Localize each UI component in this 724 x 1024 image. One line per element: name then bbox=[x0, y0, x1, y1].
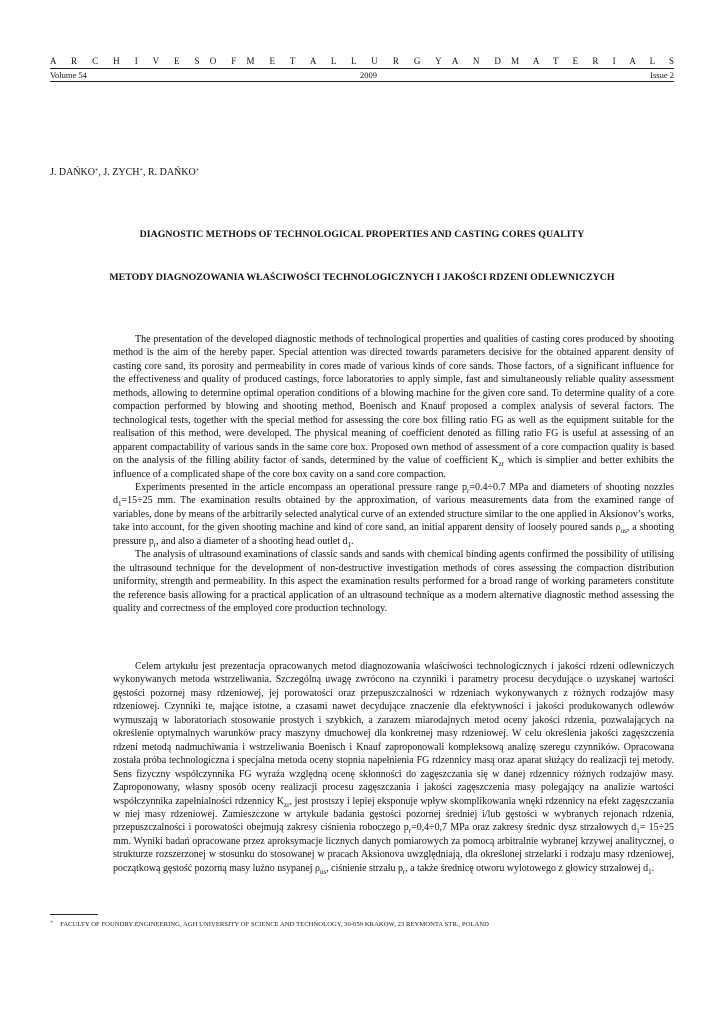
journal-word: M A T E R I A L S bbox=[511, 56, 680, 66]
footnote-rule bbox=[50, 914, 98, 915]
journal-word: M E T A L L U R G Y bbox=[246, 56, 449, 66]
abstract-polish bbox=[113, 660, 674, 875]
affiliation-marker: ∗ bbox=[95, 168, 99, 173]
title-polish: METODY DIAGNOZOWANIA WŁAŚCIWOŚCI TECHNOLOGICZNYCH I JAKOŚCI RDZENI ODLEWNICZYCH bbox=[109, 272, 615, 283]
issue-info bbox=[50, 70, 674, 80]
affiliation-marker: ∗ bbox=[139, 168, 143, 173]
author-name: J. ZYCH bbox=[103, 167, 140, 178]
journal-word: A R C H I V E S bbox=[50, 56, 206, 66]
abstract-paragraph: Experiments presented in the article encompass an operational pressure range $p_r=0.4\div 0.7$ MPa and diameters of shooting nozzles $d_1=15\div 25$ mm. The examination results obtained by the approximation, of various measurements data from the examined range of variables, done by means of the arbitrarily selected analytical curve of an extended structure similar to the one applied in Aksionov’s works, take into account, for the given shooting machine and kind of core sand, an initial apparent density of loosely poured sands $\rho_{us}$, a shooting pressure $p_r$, and also a diameter of a shooting head outlet $d_1$. bbox=[113, 481, 675, 549]
year-label: 2009 bbox=[360, 70, 378, 80]
footnote-marker: ∗ bbox=[50, 919, 54, 924]
affiliation-footnote bbox=[50, 919, 489, 928]
volume-label: Volume 54 bbox=[50, 70, 87, 80]
footnote-text: FACULTY OF FOUNDRY ENGINEERING, AGH UNIVERSITY OF SCIENCE AND TECHNOLOGY, 30-059 KRAKOW, 23 REYMONTA STR., POLAND bbox=[60, 921, 489, 928]
header-rule-top bbox=[50, 68, 674, 69]
abstract-paragraph: The presentation of the developed diagnostic methods of technological properties and qualities of casting cores produced by shooting method is the aim of the hereby paper. Special attention was directed towards parameters decisive for the obtained apparent density of casting core sand, its porosity and permeability in cores made of various kinds of core sands. Those factors, of a significant influence for the effectiveness and quality of produced castings, force laboratories to apply simple, fast and simultaneously reliable quality assessment methods, allowing to determine optimal operation conditions of a blowing machine for the given core sand. To determine quality of a core compaction performed by blowing and shooting method, Boenisch and Knauf proposed a complex analysis of several factors. The technological tests, together with the special method for assessing the core box filling ratio FG as well as the equipment suitable for the realisation of this method, were developed. The physical meaning of coefficient denoted as filling ratio FG is useful at assessing of an apparent compactability of various sands in the same core box. Proposed own method of assessment of a core compaction quality is based on the analysis of the filling ability factor of sands, determined by the value of coefficient $K_{zr}$ which is simplier and better exhibits the influence of a complicated shape of the core box cavity on a sand core compaction. bbox=[113, 334, 674, 480]
abstract-paragraph: The analysis of ultrasound examinations of classic sands and sands with chemical binding agents confirmed the possibility of utilising the ultrasound technique for the development of non-destructive investigation methods of cores assessing the compaction distribution uniformity, strength and permeability. In this aspect the examination results performed for a broad range of working parameters constitute the reference basis allowing for a practical application of an ultrasound technique as a modern alternative diagnostic method assessing the quality and correctness of the employed core production technology. bbox=[113, 549, 674, 615]
abstract-english bbox=[113, 333, 674, 616]
author-name: J. DAŃKO bbox=[50, 167, 95, 178]
title-english: DIAGNOSTIC METHODS OF TECHNOLOGICAL PROPERTIES AND CASTING CORES QUALITY bbox=[139, 229, 585, 240]
issue-label: Issue 2 bbox=[650, 70, 674, 80]
journal-word: A N D bbox=[451, 56, 508, 66]
header-rule-bottom bbox=[50, 81, 674, 82]
journal-name bbox=[50, 56, 680, 66]
journal-word: O F bbox=[209, 56, 243, 66]
affiliation-marker: ∗ bbox=[195, 168, 200, 173]
author-name: R. DAŃKO bbox=[147, 167, 196, 178]
author-list: J. DAŃKO∗, J. ZYCH∗, R. DAŃKO∗ bbox=[50, 167, 200, 178]
abstract-paragraph: Celem artykułu jest prezentacja opracowanych metod diagnozowania właściwości technologicznych i jakości rdzeni odlewniczych wykonywanych metoda wstrzeliwania. Szczególną uwagę zwrócono na czynniki i parametry procesu decydujące o uzyskanej wartości gęstości pozornej masy rdzeniowej, jej porowatości oraz przepuszczalności w rdzeniach wykonywanych z różnych rodzajów masy rdzeniowej. Czynniki te, mające istotne, a czasami nawet decydujące znaczenie dla efektywności i jakości produkowanych odlewów wymuszają w laboratoriach stosowanie prostych i szybkich, a zarazem miarodajnych metod oceny jakości rdzenia, pozwalających na określenie optymalnych warunków pracy maszyny dmuchowej dla konkretnej masy rdzeniowej. W celu określenia jakości zagęszczenia rdzeni metodą nadmuchiwania i wstrzeliwania Boenisch i Knauf zaproponowali kompleksową analizę szeregu czynników. Opracowana została próba technologiczna i specjalna metoda oceny stopnia napełnienia FG rdzennicy masą oraz aparat służący do realizacji tej metody. Sens fizyczny współczynnika FG wyraża względną ocenę skłonności do zagęszczania się w danej rdzennicy różnych rodzajów masy. Zaproponowany, własny sposób oceny realizacji procesu zagęszczania i jakości zagęszczenia masy polegający na analizie wartości współczynnika zapełnialności rdzennicy $K_{zr}$, jest prostszy i lepiej eksponuje wpływ skomplikowania wnęki rdzennicy na efekt zagęszczania w niej masy rdzeniowej. Zamieszczone w artykule badania gęstości pozornej średniej i/lub gęstości w wybranych rejonach rdzenia, przepuszczalności i porowatości obejmują zakresy ciśnienia roboczego $p_r=0,4\div 0,7$ MPa oraz zakresy średnic dysz strzałowych $d_1= 15\div 25$ mm. Wyniki badań opracowane przez aproksymacje licznych danych pomiarowych za pomocą arbitralnie wybranej krzywej analitycznej, o strukturze rozszerzonej w stosunku do stosowanej w pracach Aksionova uwzględniają, dla określonej strzelarki i rodzaju masy rdzeniowej, początkową gęstość pozorną masy luźno usypanej $\rho_{us}$, ciśnienie strzału $p_r$, a także średnicę otworu wylotowego z głowicy strzałowej $d_1$. bbox=[113, 661, 675, 876]
